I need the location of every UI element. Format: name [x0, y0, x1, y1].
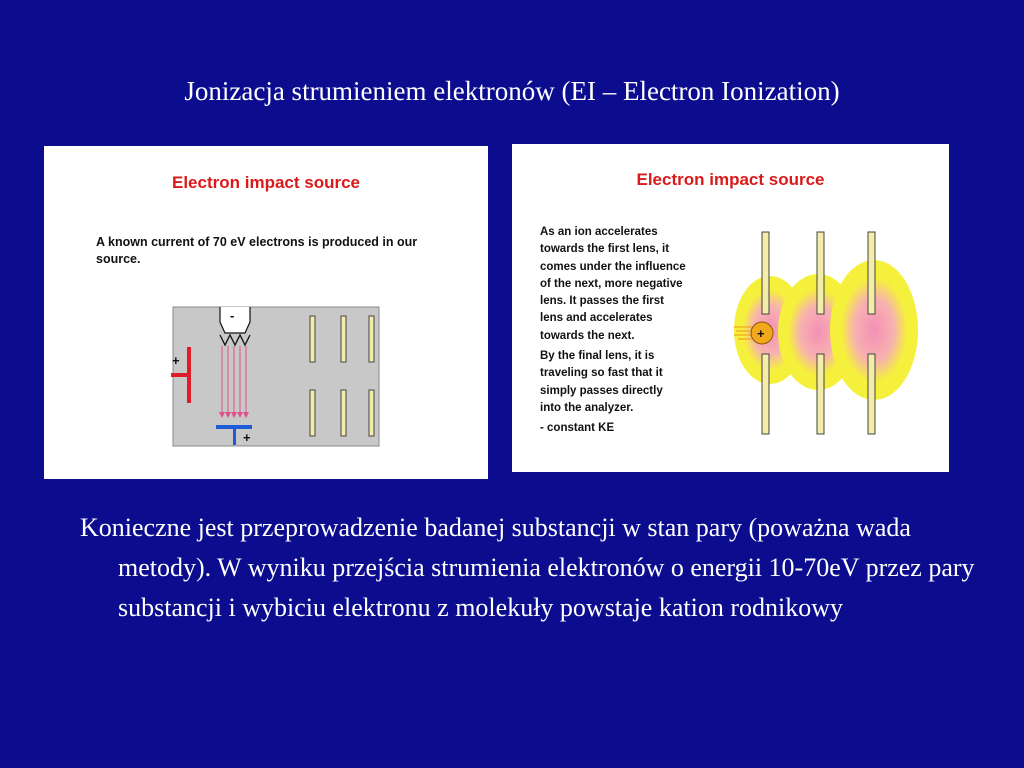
right-lens-3-bottom [868, 354, 875, 434]
anode-sign: + [243, 430, 251, 445]
right-lens-2-top [817, 232, 824, 314]
right-text-line: - constant KE [540, 422, 615, 435]
right-text-line: towards the next. [540, 329, 635, 342]
repeller-lead [171, 373, 189, 377]
right-text-line: towards the first lens, it [540, 243, 670, 256]
anode-lead [233, 429, 236, 445]
right-text-line: traveling so fast that it [540, 367, 663, 380]
right-text-line: into the analyzer. [540, 401, 634, 414]
right-text-line: As an ion accelerates [540, 226, 658, 238]
lens-plate-2-bottom [341, 390, 346, 436]
right-text-line: comes under the influence [540, 260, 686, 273]
right-figure-heading: Electron impact source [636, 170, 825, 189]
source-chamber [173, 307, 379, 446]
lens-plate-1-bottom [310, 390, 315, 436]
electron-source-diagram [44, 146, 488, 479]
lens-plate-2-top [341, 316, 346, 362]
anode-plate [216, 425, 252, 429]
right-lens-1-bottom [762, 354, 769, 434]
right-text-line: of the next, more negative [540, 277, 683, 290]
right-lens-1-top [762, 232, 769, 314]
lens-plate-1-top [310, 316, 315, 362]
right-text-line: lens. It passes the first [540, 295, 664, 308]
filament-sign: - [230, 308, 235, 323]
right-figure-panel [512, 144, 949, 472]
right-text-line: simply passes directly [540, 384, 663, 397]
right-lens-3-top [868, 232, 875, 314]
right-lens-2-bottom [817, 354, 824, 434]
right-text-line: By the final lens, it is [540, 350, 655, 363]
left-figure-panel [44, 146, 488, 479]
repeller-sign: + [172, 353, 180, 368]
right-figure-text [540, 224, 740, 438]
left-figure-heading: Electron impact source [171, 173, 360, 192]
slide-body-text: Konieczne jest przeprowadzenie badanej substancji w stan pary (poważna wada metody). W wyniku przejścia strumienia elektronów o energii 10-70eV przez pary substancji i wybiciu elektronu z molekuły powstaje kation rodnikowy [80, 513, 975, 622]
right-text-line: lens and accelerates [540, 312, 653, 325]
filament-housing [220, 307, 250, 333]
slide-title: Jonizacja strumieniem elektronów (EI – Electron Ionization) [184, 76, 840, 106]
lens-plate-3-bottom [369, 390, 374, 436]
left-figure-caption: A known current of 70 eV electrons is produced in our source. [96, 235, 418, 266]
lens-plate-3-top [369, 316, 374, 362]
ion-sign: + [757, 326, 765, 341]
